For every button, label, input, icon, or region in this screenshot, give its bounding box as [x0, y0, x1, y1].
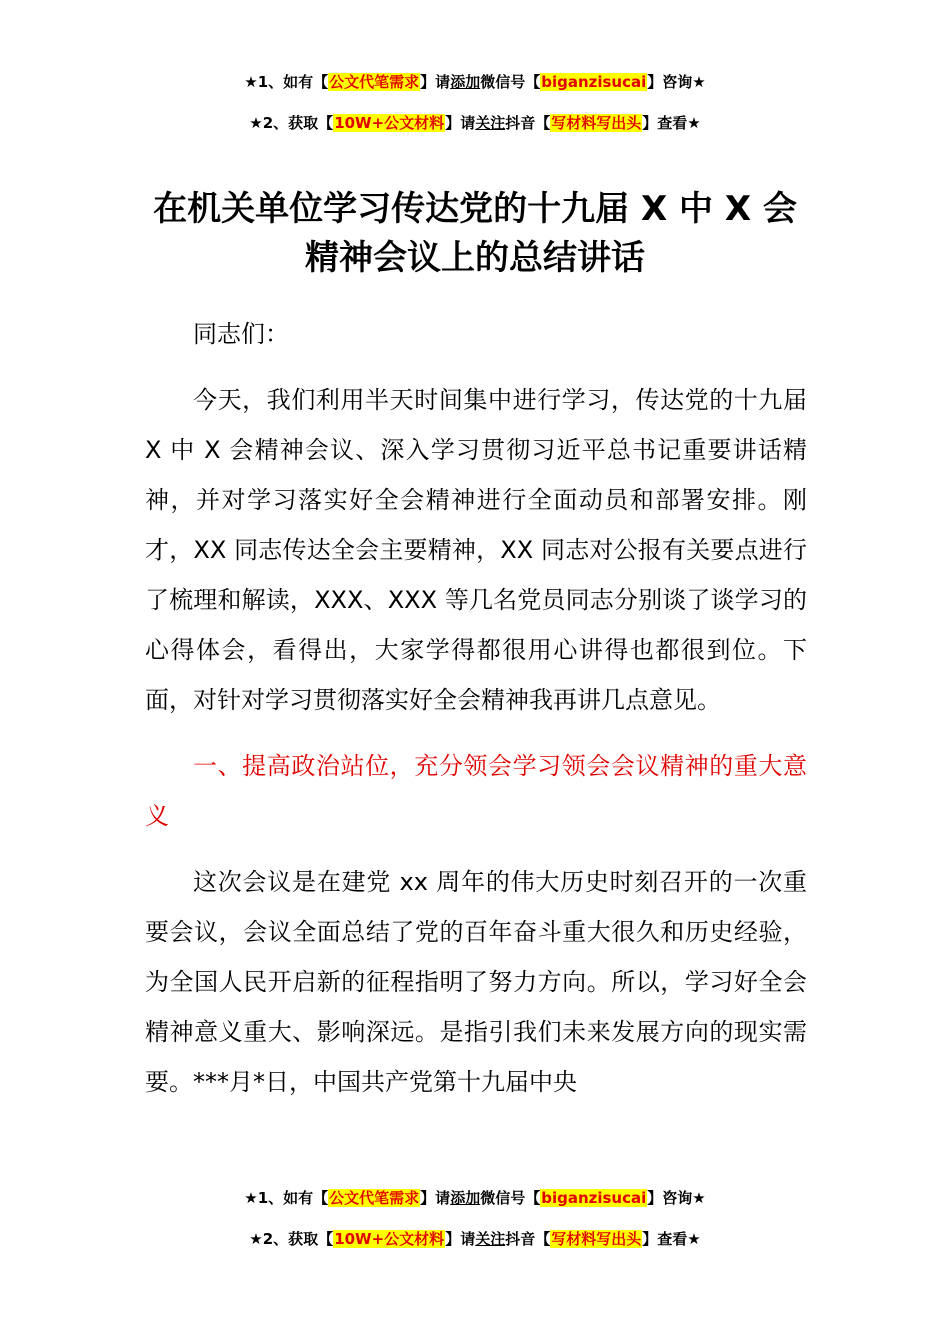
title-line-1: 在机关单位学习传达党的十九届 X 中 X 会 — [153, 189, 797, 229]
bottom-banner-line-2 — [0, 1229, 950, 1249]
banner-text: 】咨询★ — [647, 1189, 706, 1207]
banner-text: 】咨询★ — [647, 73, 706, 91]
banner-text: 抖音【 — [505, 114, 551, 132]
banner-text: 】请 — [420, 73, 451, 91]
top-banner-line-1 — [0, 72, 950, 92]
banner-text: 微信号【 — [480, 73, 541, 91]
banner-text: ★2、获取【 — [249, 114, 334, 132]
banner-text: ★2、获取【 — [249, 1230, 334, 1248]
banner-text: 】请 — [420, 1189, 451, 1207]
highlight-service: 公文代笔需求 — [329, 1189, 420, 1207]
section-heading-1: 一、提高政治站位，充分领会学习领会会议精神的重大意义 — [145, 752, 807, 830]
underlined-add: 添加 — [450, 1189, 481, 1207]
highlight-service: 公文代笔需求 — [329, 73, 420, 91]
banner-text: 微信号【 — [480, 1189, 541, 1207]
underlined-add: 添加 — [450, 73, 481, 91]
highlight-materials: 10W+公文材料 — [334, 114, 445, 132]
paragraph-2: 这次会议是在建党 xx 周年的伟大历史时刻召开的一次重要会议，会议全面总结了党的百年奋斗重大很久和历史经验，为全国人民开启新的征程指明了努力方向。所以，学习好全会精神意义重大、影响深远。是指引我们未来发展方向的现实需要。***月*日，中国共产党第十九届中央 — [145, 868, 807, 1096]
highlight-materials: 10W+公文材料 — [334, 1230, 445, 1248]
banner-text: ★1、如有【 — [244, 1189, 329, 1207]
document-body — [145, 309, 807, 1107]
banner-text: 】查看★ — [642, 1230, 701, 1248]
banner-text: 】请 — [445, 114, 476, 132]
banner-text: 】查看★ — [642, 114, 701, 132]
banner-text: 】请 — [445, 1230, 476, 1248]
underlined-follow: 关注 — [475, 1230, 506, 1248]
document-title — [100, 185, 850, 283]
banner-text: 抖音【 — [505, 1230, 551, 1248]
highlight-wechat-id: biganzisucai — [541, 73, 647, 91]
banner-text: ★1、如有【 — [244, 73, 329, 91]
underlined-follow: 关注 — [475, 114, 506, 132]
highlight-douyin: 写材料写出头 — [551, 1230, 642, 1248]
bottom-banner-line-1 — [0, 1188, 950, 1208]
highlight-douyin: 写材料写出头 — [551, 114, 642, 132]
salutation: 同志们： — [193, 320, 289, 348]
paragraph-1: 今天，我们利用半天时间集中进行学习，传达党的十九届 X 中 X 会精神会议、深入学习贯彻习近平总书记重要讲话精神，并对学习落实好全会精神进行全面动员和部署安排。刚才，XX 同志传达全会主要精神，XX 同志对公报有关要点进行了梳理和解读，XXX、XXX 等几名党员同志分别谈了谈学习的心得体会，看得出，大家学得都很用心讲得也都很到位。下面，对针对学习贯彻落实好全会精神我再讲几点意见。 — [145, 386, 807, 714]
top-banner-line-2 — [0, 113, 950, 133]
highlight-wechat-id: biganzisucai — [541, 1189, 647, 1207]
title-line-2: 精神会议上的总结讲话 — [305, 238, 645, 278]
